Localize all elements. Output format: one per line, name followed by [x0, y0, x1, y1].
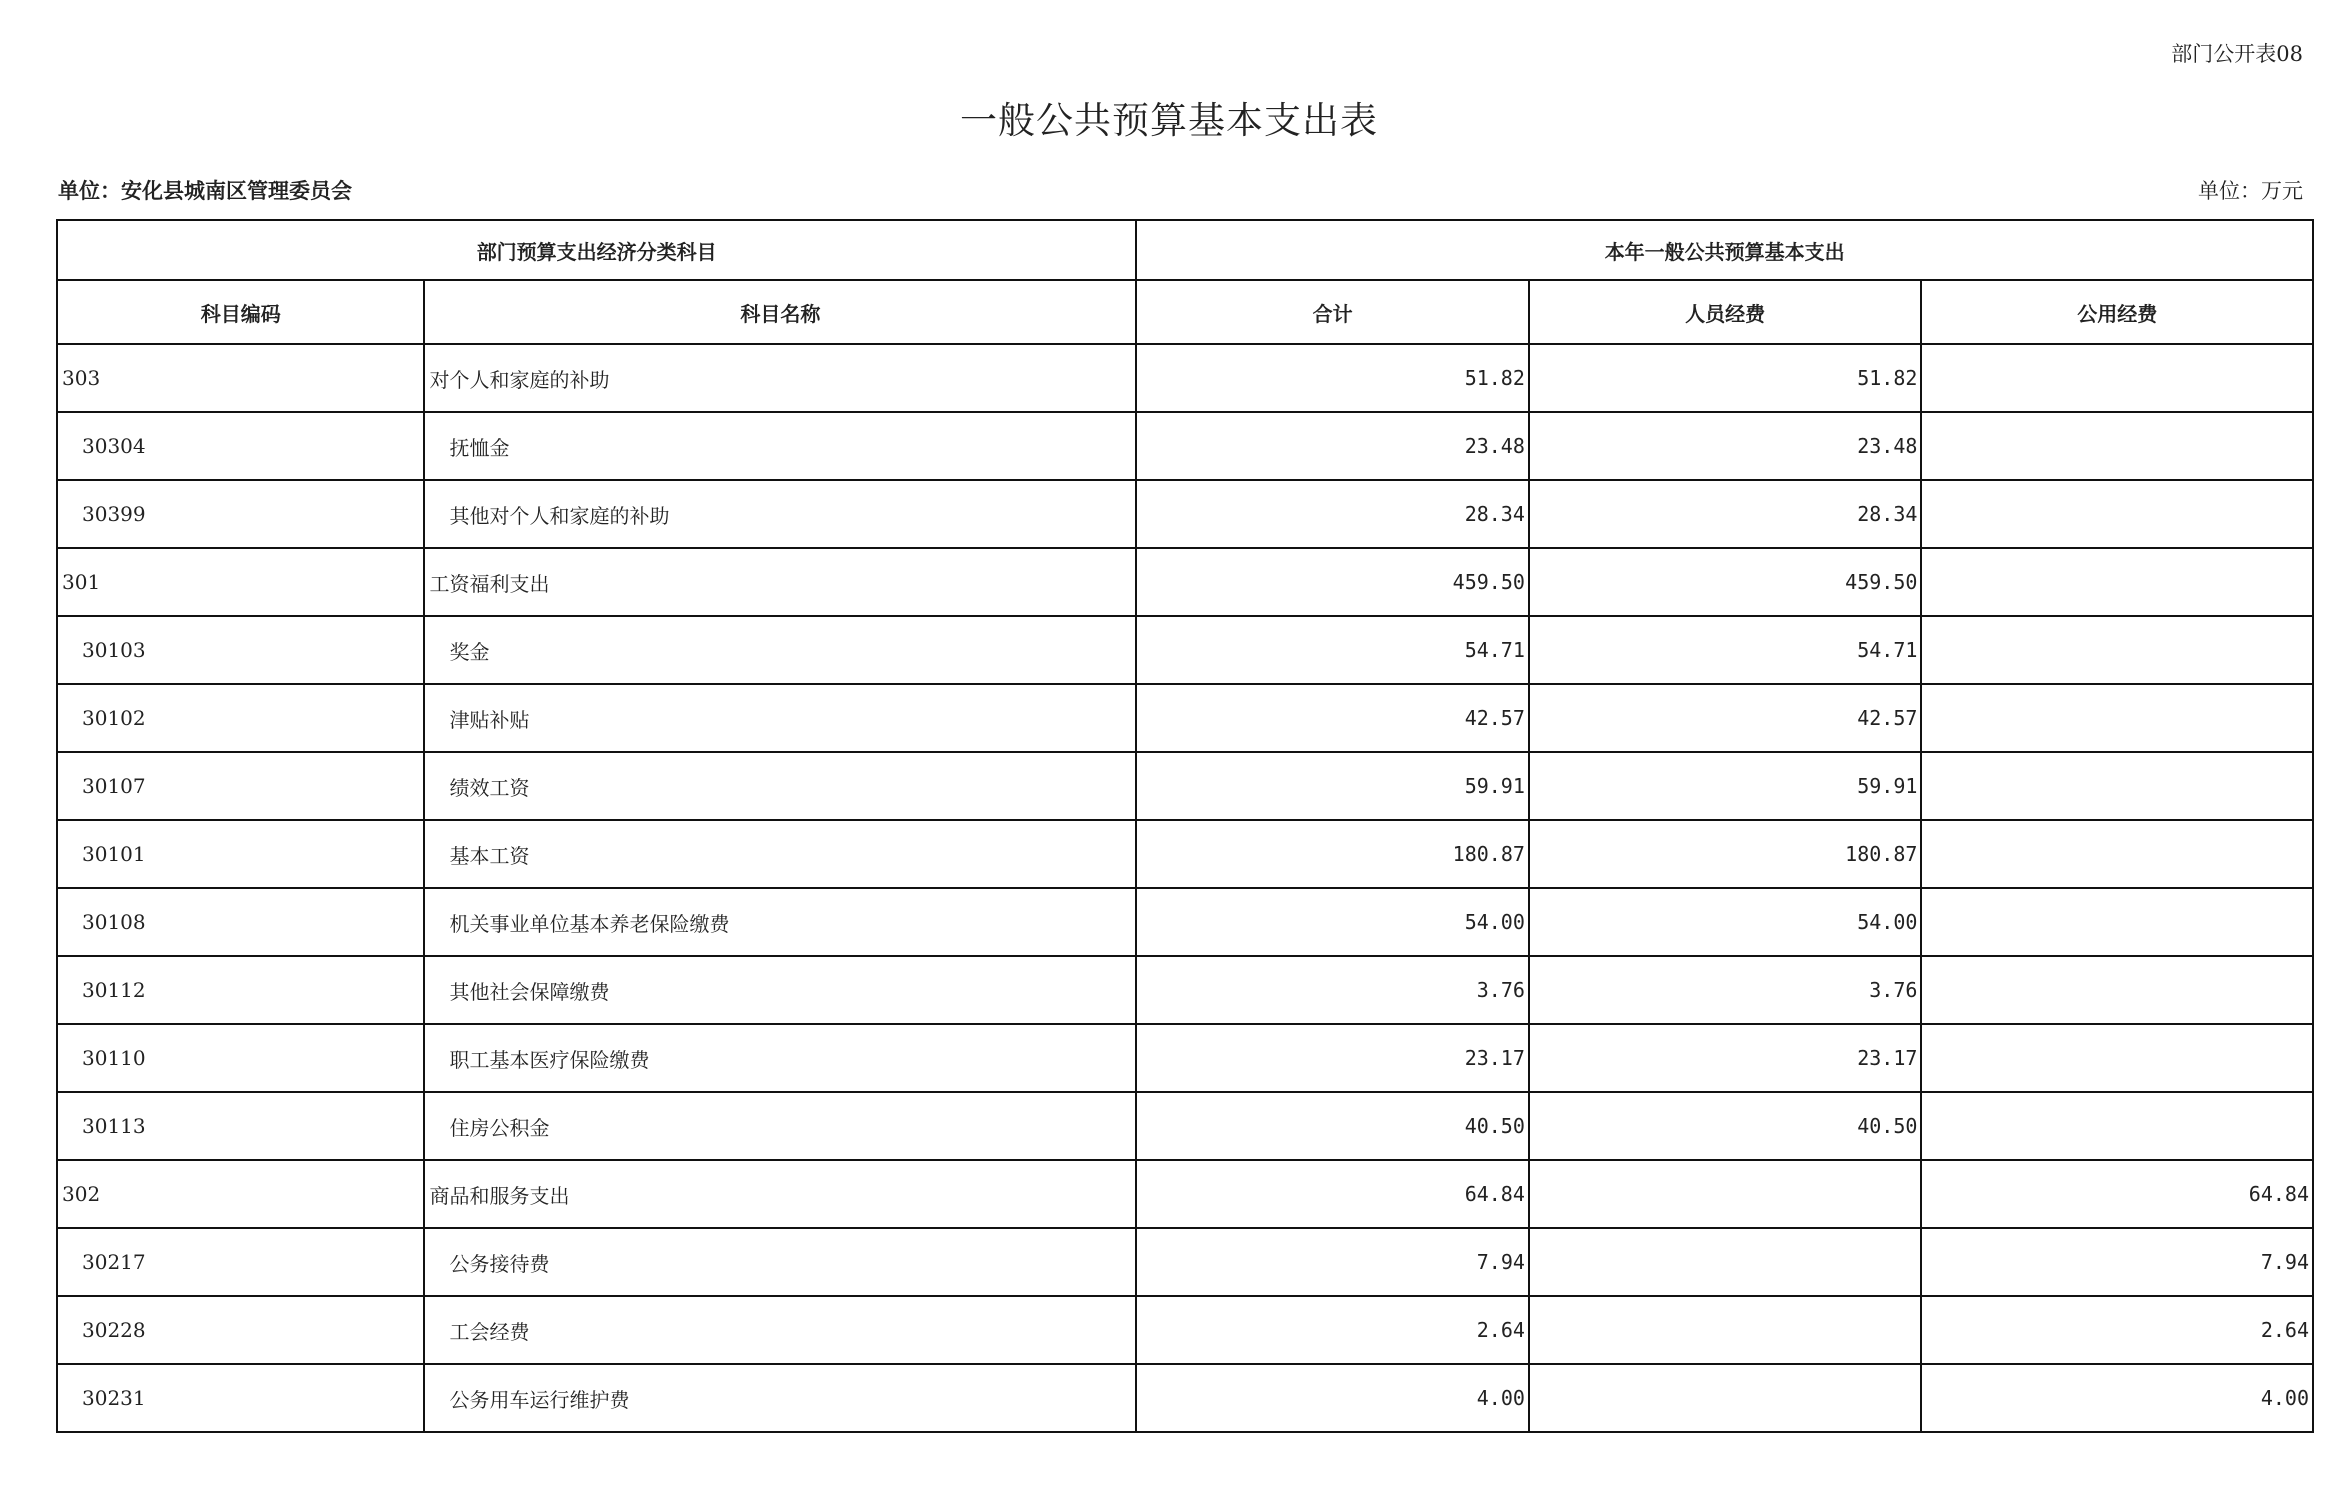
cell-public: 2.64	[1921, 1296, 2313, 1364]
cell-code: 30231	[57, 1364, 424, 1432]
cell-name: 绩效工资	[424, 752, 1136, 820]
table-row	[57, 1228, 2313, 1296]
column-header-total: 合计	[1136, 280, 1529, 344]
cell-name: 工会经费	[424, 1296, 1136, 1364]
cell-public	[1921, 956, 2313, 1024]
cell-public: 64.84	[1921, 1160, 2313, 1228]
cell-public	[1921, 1092, 2313, 1160]
cell-code: 30217	[57, 1228, 424, 1296]
cell-personnel: 3.76	[1529, 956, 1922, 1024]
cell-code: 30304	[57, 412, 424, 480]
cell-total: 28.34	[1136, 480, 1529, 548]
cell-public	[1921, 820, 2313, 888]
cell-code: 30102	[57, 684, 424, 752]
cell-personnel: 23.17	[1529, 1024, 1922, 1092]
table-row	[57, 480, 2313, 548]
cell-personnel	[1529, 1296, 1922, 1364]
cell-name: 公务用车运行维护费	[424, 1364, 1136, 1432]
cell-personnel: 459.50	[1529, 548, 1922, 616]
table-row	[57, 684, 2313, 752]
cell-personnel	[1529, 1364, 1922, 1432]
cell-code: 302	[57, 1160, 424, 1228]
cell-public: 4.00	[1921, 1364, 2313, 1432]
cell-name: 其他对个人和家庭的补助	[424, 480, 1136, 548]
cell-name: 其他社会保障缴费	[424, 956, 1136, 1024]
cell-personnel: 180.87	[1529, 820, 1922, 888]
cell-personnel: 51.82	[1529, 344, 1922, 412]
cell-total: 7.94	[1136, 1228, 1529, 1296]
cell-total: 42.57	[1136, 684, 1529, 752]
cell-name: 抚恤金	[424, 412, 1136, 480]
cell-name: 工资福利支出	[424, 548, 1136, 616]
cell-name: 对个人和家庭的补助	[424, 344, 1136, 412]
column-header-code: 科目编码	[57, 280, 424, 344]
cell-total: 2.64	[1136, 1296, 1529, 1364]
header-group-basic-expenditure: 本年一般公共预算基本支出	[1136, 220, 2313, 280]
cell-total: 180.87	[1136, 820, 1529, 888]
table-row	[57, 616, 2313, 684]
cell-personnel: 54.00	[1529, 888, 1922, 956]
table-row	[57, 1024, 2313, 1092]
cell-public	[1921, 344, 2313, 412]
table-row	[57, 820, 2313, 888]
cell-public	[1921, 548, 2313, 616]
table-row	[57, 888, 2313, 956]
table-row	[57, 956, 2313, 1024]
unit-currency: 单位：万元	[2198, 179, 2303, 203]
cell-code: 30103	[57, 616, 424, 684]
cell-personnel	[1529, 1228, 1922, 1296]
cell-name: 公务接待费	[424, 1228, 1136, 1296]
table-row	[57, 752, 2313, 820]
cell-personnel: 28.34	[1529, 480, 1922, 548]
cell-name: 职工基本医疗保险缴费	[424, 1024, 1136, 1092]
header-group-economic-classification: 部门预算支出经济分类科目	[57, 220, 1136, 280]
cell-total: 40.50	[1136, 1092, 1529, 1160]
cell-name: 奖金	[424, 616, 1136, 684]
cell-code: 30108	[57, 888, 424, 956]
cell-code: 30113	[57, 1092, 424, 1160]
table-row	[57, 344, 2313, 412]
cell-name: 商品和服务支出	[424, 1160, 1136, 1228]
cell-code: 30228	[57, 1296, 424, 1364]
cell-total: 459.50	[1136, 548, 1529, 616]
cell-name: 基本工资	[424, 820, 1136, 888]
cell-public	[1921, 616, 2313, 684]
cell-personnel: 23.48	[1529, 412, 1922, 480]
cell-total: 23.17	[1136, 1024, 1529, 1092]
cell-code: 30110	[57, 1024, 424, 1092]
cell-personnel	[1529, 1160, 1922, 1228]
cell-name: 住房公积金	[424, 1092, 1136, 1160]
cell-code: 301	[57, 548, 424, 616]
table-row	[57, 1092, 2313, 1160]
table-body	[57, 344, 2313, 1432]
table-row	[57, 1160, 2313, 1228]
cell-name: 机关事业单位基本养老保险缴费	[424, 888, 1136, 956]
table-row	[57, 1296, 2313, 1364]
cell-total: 64.84	[1136, 1160, 1529, 1228]
cell-code: 30101	[57, 820, 424, 888]
column-header-personnel: 人员经费	[1529, 280, 1922, 344]
cell-total: 54.00	[1136, 888, 1529, 956]
cell-public	[1921, 752, 2313, 820]
page-title: 一般公共预算基本支出表	[960, 99, 1378, 142]
form-number: 部门公开表08	[2171, 42, 2303, 66]
cell-total: 54.71	[1136, 616, 1529, 684]
cell-personnel: 40.50	[1529, 1092, 1922, 1160]
cell-public	[1921, 888, 2313, 956]
table-row	[57, 1364, 2313, 1432]
cell-total: 59.91	[1136, 752, 1529, 820]
column-header-public: 公用经费	[1921, 280, 2313, 344]
cell-total: 4.00	[1136, 1364, 1529, 1432]
table-row	[57, 548, 2313, 616]
cell-total: 3.76	[1136, 956, 1529, 1024]
unit-organization: 单位：安化县城南区管理委员会	[58, 179, 352, 203]
cell-public	[1921, 1024, 2313, 1092]
cell-name: 津贴补贴	[424, 684, 1136, 752]
cell-personnel: 59.91	[1529, 752, 1922, 820]
cell-public	[1921, 684, 2313, 752]
cell-public	[1921, 412, 2313, 480]
cell-personnel: 54.71	[1529, 616, 1922, 684]
cell-total: 51.82	[1136, 344, 1529, 412]
cell-public	[1921, 480, 2313, 548]
cell-code: 30399	[57, 480, 424, 548]
cell-code: 30107	[57, 752, 424, 820]
cell-public: 7.94	[1921, 1228, 2313, 1296]
table-row	[57, 412, 2313, 480]
budget-table	[56, 219, 2314, 1433]
column-header-name: 科目名称	[424, 280, 1136, 344]
cell-code: 30112	[57, 956, 424, 1024]
cell-code: 303	[57, 344, 424, 412]
cell-personnel: 42.57	[1529, 684, 1922, 752]
cell-total: 23.48	[1136, 412, 1529, 480]
